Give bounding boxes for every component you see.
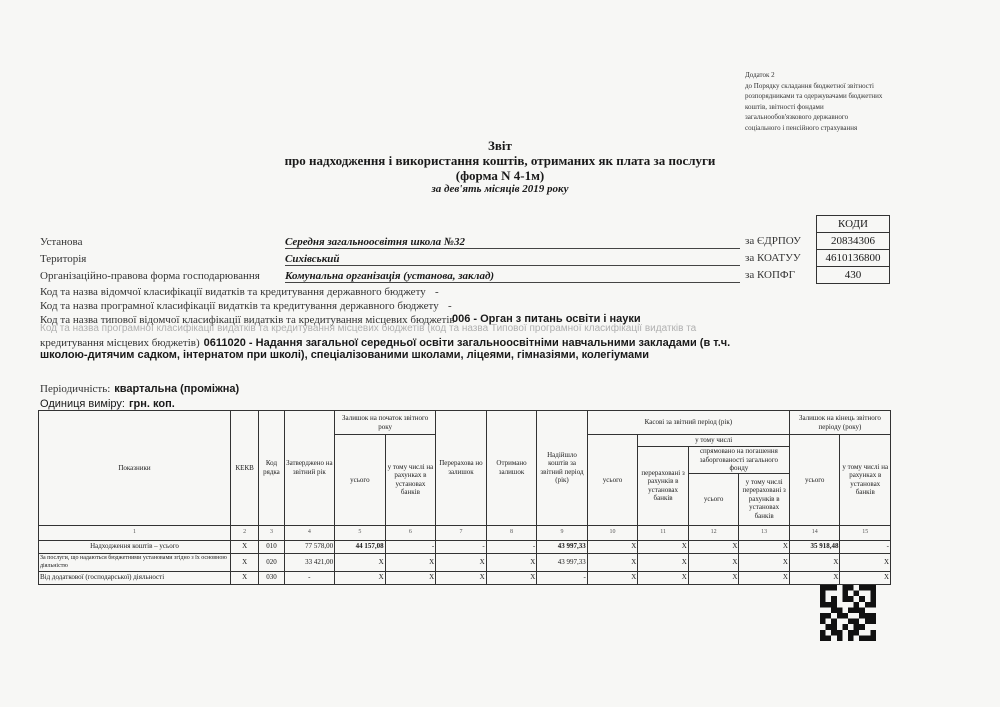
koatuu-label: за КОАТУУ xyxy=(745,252,801,264)
table-row xyxy=(39,540,891,553)
header-incl-bank-end: у тому числі на рахунках в установах банків xyxy=(840,435,891,526)
header-transferred-bank: перераховані з рахунків в установах банків xyxy=(638,447,689,526)
dept-class-value: - xyxy=(435,286,439,298)
edrpou-label: за ЄДРПОУ xyxy=(745,235,801,247)
table-cell: 030 xyxy=(259,571,284,584)
qr-module xyxy=(859,607,865,613)
table-cell: 010 xyxy=(259,540,284,553)
report-subtitle: про надходження і використання коштів, отриманих як плата за послуги xyxy=(284,153,716,168)
header-repay-total: усього xyxy=(688,473,739,525)
table-cell: X xyxy=(840,553,891,571)
table-cell: За послуги, що надаються бюджетними установами згідно з їх основною діяльністю xyxy=(39,553,231,571)
column-number: 7 xyxy=(436,525,487,540)
territory-label: Територія xyxy=(40,253,87,265)
qr-module xyxy=(831,624,837,630)
qr-module xyxy=(859,596,865,602)
column-number: 8 xyxy=(486,525,537,540)
qr-module xyxy=(842,585,848,591)
qr-module xyxy=(865,602,871,608)
qr-module xyxy=(870,613,876,619)
header-approved: Затверджено на звітний рік xyxy=(284,411,335,526)
table-cell: - xyxy=(840,540,891,553)
table-cell: X xyxy=(486,571,537,584)
table-cell: X xyxy=(638,540,689,553)
table-cell: 44 157,08 xyxy=(335,540,386,553)
qr-module xyxy=(848,630,854,636)
qr-module xyxy=(826,624,832,630)
qr-module xyxy=(859,624,865,630)
program-prefix: кредитування місцевих бюджетів) xyxy=(40,337,200,349)
column-number: 12 xyxy=(688,525,739,540)
prog-class-value: - xyxy=(448,300,452,312)
table-cell: X xyxy=(436,553,487,571)
qr-module xyxy=(870,585,876,591)
kopfg-code: 430 xyxy=(817,267,890,284)
table-cell: X xyxy=(739,571,790,584)
qr-module xyxy=(831,602,837,608)
qr-module xyxy=(831,585,837,591)
kopfg-label: за КОПФГ xyxy=(745,269,795,281)
addendum-line: до Порядку складання бюджетної звітності xyxy=(745,81,874,90)
table-cell: 020 xyxy=(259,553,284,571)
qr-module xyxy=(820,630,826,636)
qr-module xyxy=(865,585,871,591)
header-cash-total: усього xyxy=(587,435,638,526)
column-number-row xyxy=(39,525,891,540)
prog-class-label: Код та назва програмної класифікації видатків та кредитування державного бюджету xyxy=(40,300,439,312)
qr-module xyxy=(820,619,826,625)
qr-module xyxy=(820,591,826,597)
table-cell: X xyxy=(335,553,386,571)
qr-module xyxy=(842,624,848,630)
table-cell: 77 578,00 xyxy=(284,540,335,553)
header-transferred: Перерахова но залишок xyxy=(436,411,487,526)
column-number: 2 xyxy=(231,525,259,540)
qr-module xyxy=(859,613,865,619)
column-number: 3 xyxy=(259,525,284,540)
qr-module xyxy=(859,585,865,591)
qr-module xyxy=(854,619,860,625)
table-cell: X xyxy=(840,571,891,584)
header-balance-end: Залишок на кінець звітного періоду (року) xyxy=(789,411,890,435)
qr-module xyxy=(837,607,843,613)
table-cell: 35 918,48 xyxy=(789,540,840,553)
table-cell: X xyxy=(688,553,739,571)
table-cell: X xyxy=(231,553,259,571)
edrpou-code: 20834306 xyxy=(817,233,890,250)
qr-module xyxy=(820,613,826,619)
qr-module xyxy=(842,591,848,597)
qr-module xyxy=(854,602,860,608)
qr-module xyxy=(837,630,843,636)
periodicity-value: квартальна (проміжна) xyxy=(114,383,240,395)
unit-label: Одиниця виміру: xyxy=(40,398,125,410)
header-balance-start: Залишок на початок звітного року xyxy=(335,411,436,435)
codes-header: КОДИ xyxy=(817,216,890,233)
column-number: 10 xyxy=(587,525,638,540)
table-cell: X xyxy=(231,571,259,584)
qr-module xyxy=(859,635,865,641)
qr-module xyxy=(820,585,826,591)
table-cell: X xyxy=(587,540,638,553)
column-number: 14 xyxy=(789,525,840,540)
table-cell: X xyxy=(231,540,259,553)
institution-label: Установа xyxy=(40,236,83,248)
qr-module xyxy=(831,596,837,602)
unit-value: грн. коп. xyxy=(128,398,175,410)
table-cell: X xyxy=(638,571,689,584)
table-cell: Від додаткової (господарської) діяльності xyxy=(39,571,231,584)
qr-module xyxy=(848,585,854,591)
table-cell: X xyxy=(385,553,436,571)
table-cell: X xyxy=(789,553,840,571)
column-number: 6 xyxy=(385,525,436,540)
typical-class-label: Код та назва типової відомчої класифікації видатків та кредитування місцевих бюджетів xyxy=(40,314,455,326)
qr-module xyxy=(848,596,854,602)
typical-class-value: 006 - Орган з питань освіти і науки xyxy=(452,313,641,325)
qr-module xyxy=(870,630,876,636)
qr-module xyxy=(826,602,832,608)
koatuu-code: 4610136800 xyxy=(817,250,890,267)
qr-module xyxy=(854,607,860,613)
table-row xyxy=(39,571,891,584)
column-number: 11 xyxy=(638,525,689,540)
program-code-cont: школою-дитячим садком, інтернатом при школі), спеціалізованими школами, ліцеями, гімназіями, колегіумами xyxy=(40,349,650,361)
header-received: Отримано залишок xyxy=(486,411,537,526)
qr-module xyxy=(865,613,871,619)
report-period: за дев'ять місяців 2019 року xyxy=(431,183,569,195)
report-title: Звіт xyxy=(488,138,512,153)
table-cell: X xyxy=(385,571,436,584)
overprinted-line: Код та назва програмної класифікації видатків та кредитування місцевих бюджетів (код та назва Типової програмної класифікації видатків та xyxy=(40,323,697,334)
header-cash: Касові за звітний період (рік) xyxy=(587,411,789,435)
table-cell: X xyxy=(587,571,638,584)
dept-class-label: Код та назва відомчої класифікації видатків та кредитування державного бюджету xyxy=(40,286,426,298)
header-repay-general: спрямовано на погашення заборгованості загального фонду xyxy=(688,447,789,474)
qr-module xyxy=(848,607,854,613)
periodicity-label: Періодичність: xyxy=(40,383,111,395)
report-form: (форма N 4-1м) xyxy=(455,168,545,183)
header-total: усього xyxy=(335,435,386,526)
org-form-label: Організаційно-правова форма господарювання xyxy=(40,270,260,282)
table-cell: Надходження коштів – усього xyxy=(39,540,231,553)
qr-module xyxy=(870,596,876,602)
program-code: 0611020 - Надання загальної середньої освіти загальноосвітніми навчальними закладами (в т.ч. xyxy=(203,337,731,349)
qr-module xyxy=(837,613,843,619)
addendum-line: коштів, звітності фондами xyxy=(745,102,824,111)
table-cell: - xyxy=(436,540,487,553)
qr-module xyxy=(854,591,860,597)
column-number: 4 xyxy=(284,525,335,540)
header-income: Надійшло коштів за звітний період (рік) xyxy=(537,411,588,526)
qr-module xyxy=(831,607,837,613)
qr-module xyxy=(831,630,837,636)
table-cell: X xyxy=(789,571,840,584)
addendum-line: загальнообов'язкового державного xyxy=(745,113,849,121)
footer-faint xyxy=(38,666,888,673)
header-kekv: КЕКВ xyxy=(231,411,259,526)
institution-value: Середня загальноосвітня школа №32 xyxy=(285,236,740,249)
table-cell: X xyxy=(638,553,689,571)
qr-module xyxy=(831,619,837,625)
table-cell: 33 421,00 xyxy=(284,553,335,571)
qr-module xyxy=(870,635,876,641)
qr-module xyxy=(848,619,854,625)
header-indicator: Показники xyxy=(39,411,231,526)
table-cell: - xyxy=(486,540,537,553)
table-cell: 43 997,33 xyxy=(537,540,588,553)
report-table xyxy=(38,410,891,585)
qr-module xyxy=(870,602,876,608)
table-cell: X xyxy=(335,571,386,584)
qr-module xyxy=(854,630,860,636)
column-number: 9 xyxy=(537,525,588,540)
header-repay-bank: у тому числі перераховані з рахунків в установах банків xyxy=(739,473,790,525)
qr-module xyxy=(870,619,876,625)
table-cell: X xyxy=(739,540,790,553)
addendum-line: Додаток 2 xyxy=(745,71,775,79)
table-cell: - xyxy=(284,571,335,584)
qr-module xyxy=(870,591,876,597)
addendum-note xyxy=(745,70,945,133)
header-incl-bank: у тому числі на рахунках в установах банків xyxy=(385,435,436,526)
header-total-end: усього xyxy=(789,435,840,526)
column-number: 15 xyxy=(840,525,891,540)
qr-module xyxy=(848,635,854,641)
qr-module xyxy=(837,635,843,641)
addendum-line: соціального і пенсійного страхування xyxy=(745,123,858,132)
qr-module xyxy=(826,585,832,591)
qr-module xyxy=(865,619,871,625)
table-cell: - xyxy=(385,540,436,553)
table-row xyxy=(39,553,891,571)
column-number: 5 xyxy=(335,525,386,540)
header-row-code: Код рядка xyxy=(259,411,284,526)
column-number: 13 xyxy=(739,525,790,540)
codes-table xyxy=(816,215,890,284)
qr-module xyxy=(854,624,860,630)
table-cell: 43 997,33 xyxy=(537,553,588,571)
table-cell: X xyxy=(436,571,487,584)
org-form-value: Комунальна організація (установа, заклад) xyxy=(285,270,740,283)
qr-module xyxy=(826,635,832,641)
qr-module xyxy=(820,602,826,608)
table-cell: X xyxy=(688,571,739,584)
column-number: 1 xyxy=(39,525,231,540)
qr-code xyxy=(820,585,876,641)
table-cell: X xyxy=(688,540,739,553)
qr-module xyxy=(820,635,826,641)
qr-module xyxy=(826,613,832,619)
table-cell: - xyxy=(537,571,588,584)
qr-module xyxy=(865,635,871,641)
territory-value: Сихівський xyxy=(285,253,740,266)
qr-module xyxy=(820,596,826,602)
qr-module xyxy=(842,613,848,619)
table-cell: X xyxy=(587,553,638,571)
addendum-line: розпорядниками та одержувачами бюджетних xyxy=(745,92,883,100)
qr-module xyxy=(842,596,848,602)
table-cell: X xyxy=(486,553,537,571)
table-cell: X xyxy=(739,553,790,571)
header-incl: у тому числі xyxy=(638,435,790,447)
